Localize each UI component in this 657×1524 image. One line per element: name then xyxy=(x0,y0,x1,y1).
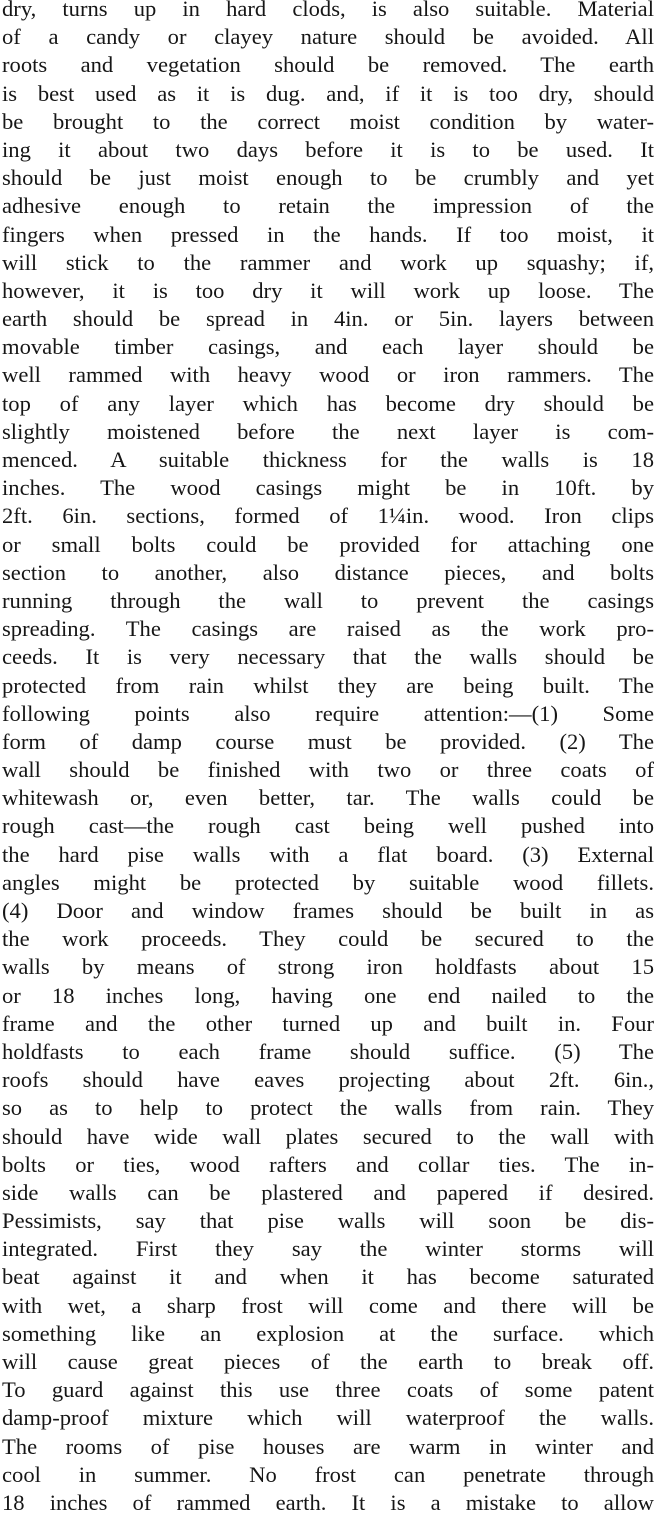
text-line: dry, turns up in hard clods, is also suitable. Material xyxy=(2,0,654,21)
text-line: should have wide wall plates secured to the wall with xyxy=(2,1123,654,1149)
text-line: inches. The wood casings might be in 10ft. by xyxy=(2,475,654,501)
text-line: The rooms of pise houses are warm in winter and xyxy=(2,1433,654,1459)
text-line: integrated. First they say the winter storms will xyxy=(2,1236,654,1262)
text-line: the work proceeds. They could be secured to the xyxy=(2,926,654,952)
text-line: should be just moist enough to be crumbly and yet xyxy=(2,165,654,191)
text-line: top of any layer which has become dry should be xyxy=(2,390,654,416)
text-line: spreading. The casings are raised as the work pro- xyxy=(2,616,654,642)
text-line: movable timber casings, and each layer should be xyxy=(2,334,654,360)
text-line: rough cast—the rough cast being well pushed into xyxy=(2,813,654,839)
text-line: bolts or ties, wood rafters and collar ties. The in- xyxy=(2,1151,654,1177)
text-line: or small bolts could be provided for attaching one xyxy=(2,531,654,557)
text-line: 18 inches of rammed earth. It is a mistake to allow xyxy=(2,1489,654,1515)
text-line: well rammed with heavy wood or iron rammers. The xyxy=(2,362,654,388)
text-line: earth should be spread in 4in. or 5in. layers between xyxy=(2,306,654,332)
text-line: be brought to the correct moist condition by water- xyxy=(2,108,654,134)
text-line: holdfasts to each frame should suffice. (5) The xyxy=(2,1038,654,1064)
text-line: ing it about two days before it is to be used. It xyxy=(2,136,654,162)
text-line: will stick to the rammer and work up squashy; if, xyxy=(2,249,654,275)
text-line: side walls can be plastered and papered if desired. xyxy=(2,1179,654,1205)
text-line: Pessimists, say that pise walls will soon be dis- xyxy=(2,1208,654,1234)
text-line: is best used as it is dug. and, if it is too dry, should xyxy=(2,80,654,106)
text-line: cool in summer. No frost can penetrate through xyxy=(2,1461,654,1487)
text-line: section to another, also distance pieces, and bolts xyxy=(2,559,654,585)
text-line: roofs should have eaves projecting about 2ft. 6in., xyxy=(2,1067,654,1093)
text-line: roots and vegetation should be removed. The earth xyxy=(2,52,654,78)
text-line: angles might be protected by suitable wood fillets. xyxy=(2,869,654,895)
text-line: To guard against this use three coats of some patent xyxy=(2,1377,654,1403)
text-line: whitewash or, even better, tar. The walls could be xyxy=(2,785,654,811)
text-line: however, it is too dry it will work up loose. The xyxy=(2,277,654,303)
text-line: protected from rain whilst they are being built. The xyxy=(2,672,654,698)
text-column xyxy=(2,0,654,1517)
text-line: of a candy or clayey nature should be avoided. All xyxy=(2,24,654,50)
text-line: beat against it and when it has become saturated xyxy=(2,1264,654,1290)
text-line: the hard pise walls with a flat board. (3) External xyxy=(2,841,654,867)
text-line: menced. A suitable thickness for the walls is 18 xyxy=(2,447,654,472)
text-line: damp-proof mixture which will waterproof the walls. xyxy=(2,1405,654,1431)
text-line: adhesive enough to retain the impression of the xyxy=(2,193,654,219)
text-line: 2ft. 6in. sections, formed of 1¼in. wood. Iron clips xyxy=(2,503,654,529)
text-line: slightly moistened before the next layer is com- xyxy=(2,418,654,444)
text-line: something like an explosion at the surface. which xyxy=(2,1320,654,1346)
text-line: so as to help to protect the walls from rain. They xyxy=(2,1095,654,1121)
text-line: (4) Door and window frames should be built in as xyxy=(2,898,654,923)
text-line: or 18 inches long, having one end nailed to the xyxy=(2,982,654,1008)
text-line: running through the wall to prevent the casings xyxy=(2,587,654,613)
text-line: ceeds. It is very necessary that the walls should be xyxy=(2,644,654,670)
text-line: following points also require attention:—(1) Some xyxy=(2,700,654,726)
text-line: fingers when pressed in the hands. If too moist, it xyxy=(2,221,654,247)
text-line: form of damp course must be provided. (2) The xyxy=(2,728,654,754)
text-line: walls by means of strong iron holdfasts about 15 xyxy=(2,954,654,980)
text-line: frame and the other turned up and built in. Four xyxy=(2,1010,654,1036)
text-line: will cause great pieces of the earth to break off. xyxy=(2,1349,654,1374)
text-line: with wet, a sharp frost will come and there will be xyxy=(2,1292,654,1318)
text-line: wall should be finished with two or three coats of xyxy=(2,757,654,783)
